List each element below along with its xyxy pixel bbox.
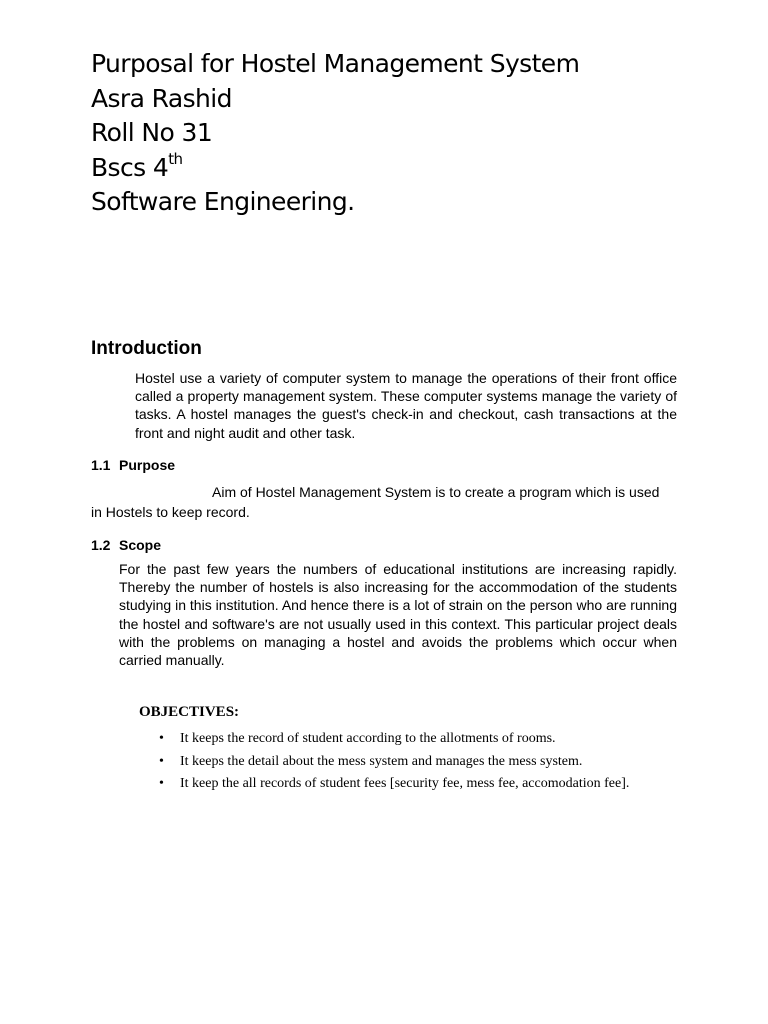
class-name (91, 151, 579, 186)
subject-name: Software Engineering. (91, 187, 355, 217)
list-item (159, 728, 629, 751)
title-block (91, 47, 579, 220)
introduction-heading: Introduction (91, 338, 202, 359)
roll-number: Roll No 31 (91, 118, 213, 148)
bullet-icon: • (159, 753, 164, 769)
objectives-list (159, 728, 629, 796)
purpose-paragraph: Aim of Hostel Management System is to create a program which is used in Hostels to keep record. (91, 484, 660, 520)
scope-heading (91, 536, 161, 554)
objectives-heading: OBJECTIVES: (139, 704, 240, 720)
scope-heading-label: Scope (119, 537, 162, 553)
scope-paragraph: For the past few years the numbers of educational institutions are increasing rapidly. Thereby the number of hostels is also increasing for the accommodation of the students studying in this institution. And hence there is a lot of strain on the person who are running the hostel and software's are not usually used in this context. This particular project deals with the problems on managing a hostel and avoids the problems which occur when carried manually. (119, 561, 677, 669)
author-name: Asra Rashid (91, 83, 232, 113)
objective-text: It keeps the detail about the mess system and manages the mess system. (180, 753, 583, 769)
introduction-paragraph: Hostel use a variety of computer system to manage the operations of their front office called a property management system. These computer systems manage the variety of tasks. A hostel manages the guest's check-in and checkout, cash transactions at the front and night audit and other task. (135, 370, 677, 441)
scope-section-number: 1.2 (91, 537, 111, 553)
purpose-heading (91, 456, 175, 474)
list-item (159, 773, 629, 796)
purpose-section-number: 1.1 (91, 457, 111, 473)
objective-text: It keeps the record of student according to the allotments of rooms. (180, 731, 556, 746)
class-name-superscript: th (168, 150, 183, 169)
purpose-heading-label: Purpose (119, 457, 176, 473)
bullet-icon: • (159, 731, 164, 746)
document-title: Purposal for Hostel Management System (91, 49, 580, 78)
bullet-icon: • (159, 776, 164, 791)
objective-text: It keep the all records of student fees [security fee, mess fee, accomodation fee]. (180, 776, 630, 791)
list-item (159, 751, 629, 774)
class-name-base: Bscs 4 (91, 152, 169, 182)
